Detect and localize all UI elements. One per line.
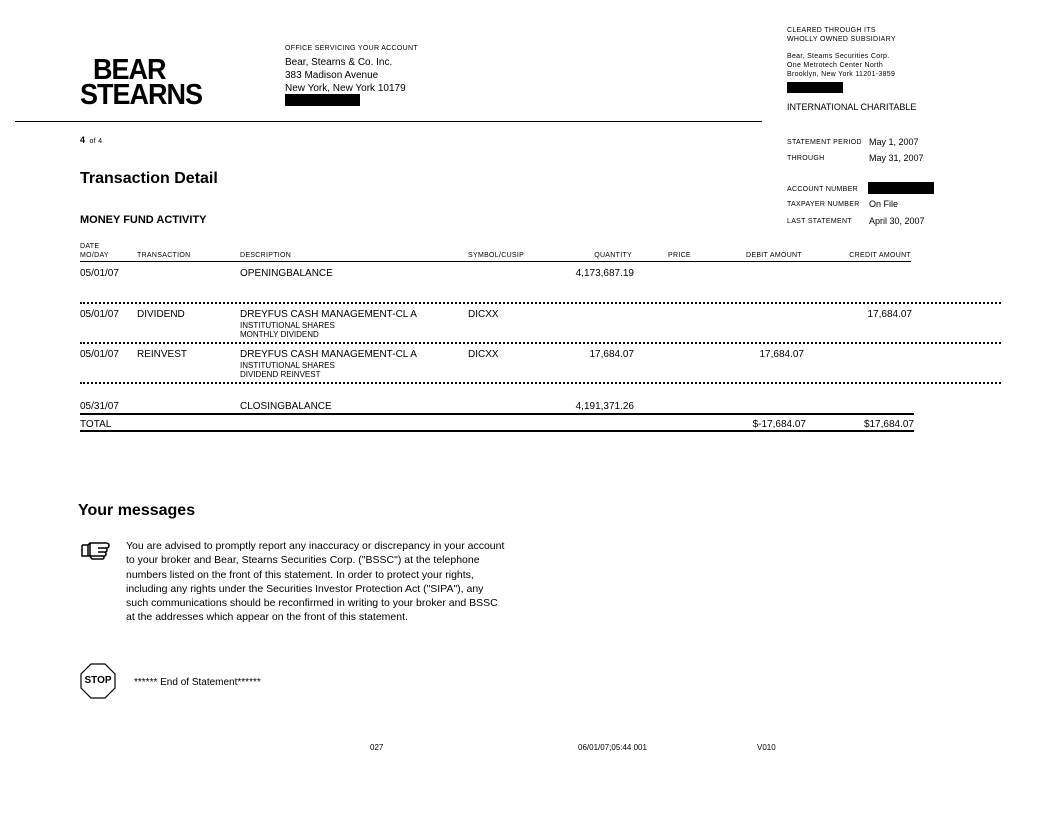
statement-period-value: May 1, 2007 xyxy=(869,137,919,147)
taxpayer-number-label: TAXPAYER NUMBER xyxy=(787,201,860,208)
row-date: 05/31/07 xyxy=(80,401,119,412)
section-title: Transaction Detail xyxy=(80,170,218,187)
header-rule xyxy=(15,121,762,122)
row-description-line-2: INSTITUTIONAL SHARES xyxy=(240,361,335,370)
row-divider xyxy=(80,382,1001,384)
account-holder: INTERNATIONAL CHARITABLE xyxy=(787,102,917,112)
clearing-address-1: One Metrotech Center North xyxy=(787,62,884,69)
row-quantity: 17,684.07 xyxy=(589,349,634,360)
office-address-2: New York, New York 10179 xyxy=(285,83,406,94)
redacted-clearing-block xyxy=(787,82,843,93)
taxpayer-number-value: On File xyxy=(869,199,899,209)
clearing-line-2: WHOLLY OWNED SUBSIDIARY xyxy=(787,36,896,43)
row-description-line-2: INSTITUTIONAL SHARES xyxy=(240,321,335,330)
bear-stearns-logo xyxy=(80,53,203,111)
row-divider xyxy=(80,342,1001,344)
col-debit: DEBIT AMOUNT xyxy=(746,252,802,259)
col-symbol: SYMBOL/CUSIP xyxy=(468,252,525,259)
subsection-title: MONEY FUND ACTIVITY xyxy=(80,214,207,226)
column-header-rule xyxy=(80,261,911,262)
total-credit: $17,684.07 xyxy=(863,419,914,430)
messages-body: You are advised to promptly report any inaccuracy or discrepancy in your account to your broker and Bear, Stearns Securities Corp. ("BSSC") at the telephone numbers listed on the front of this statement. In order to protect your rights, including any rights under the Securities Investor Protection Act ("SIPA"), any such communications should be reconfirmed in writing to your broker and BSSC at the addresses which appear on the front of this statement. xyxy=(126,540,505,624)
col-price: PRICE xyxy=(668,252,691,259)
col-description: DESCRIPTION xyxy=(240,252,292,259)
row-description: CLOSINGBALANCE xyxy=(240,401,332,412)
row-description: OPENINGBALANCE xyxy=(240,268,333,279)
last-statement-value: April 30, 2007 xyxy=(869,216,925,226)
row-transaction: REINVEST xyxy=(137,349,188,360)
row-description-line-3: DIVIDEND REINVEST xyxy=(240,370,321,379)
office-address-1: 383 Madison Avenue xyxy=(285,70,379,81)
col-quantity: QUANTITY xyxy=(594,252,632,259)
logo-line-2: STEARNS xyxy=(80,78,203,111)
row-date: 05/01/07 xyxy=(80,268,119,279)
row-divider xyxy=(80,302,1001,304)
row-transaction: DIVIDEND xyxy=(137,309,185,320)
redacted-office-block xyxy=(285,94,360,106)
footer-code-2: V010 xyxy=(757,743,776,752)
row-description: DREYFUS CASH MANAGEMENT-CL A xyxy=(240,349,417,360)
total-debit: $-17,684.07 xyxy=(752,419,806,430)
office-label: OFFICE SERVICING YOUR ACCOUNT xyxy=(285,45,418,52)
through-value: May 31, 2007 xyxy=(869,153,924,163)
page-number xyxy=(80,130,102,148)
col-date: MO/DAY xyxy=(80,252,109,259)
stop-label: STOP xyxy=(84,675,112,686)
clearing-address-2: Brooklyn, New York 11201-3859 xyxy=(787,71,896,78)
stop-sign-icon xyxy=(80,663,116,699)
row-description-line-3: MONTHLY DIVIDEND xyxy=(240,330,319,339)
row-date: 05/01/07 xyxy=(80,349,119,360)
row-symbol: DICXX xyxy=(468,349,499,360)
row-description: DREYFUS CASH MANAGEMENT-CL A xyxy=(240,309,417,320)
footer-code-1: 027 xyxy=(370,743,384,752)
row-quantity: 4,173,687.19 xyxy=(575,268,634,279)
col-credit: CREDIT AMOUNT xyxy=(849,252,911,259)
statement-period-label: STATEMENT PERIOD xyxy=(787,139,862,146)
page-of-label: of 4 xyxy=(89,138,103,145)
page-current: 4 xyxy=(80,135,86,145)
logo-line-1: BEAR xyxy=(93,53,166,86)
office-name: Bear, Stearns & Co. Inc. xyxy=(285,57,393,68)
pointing-hand-icon xyxy=(80,540,116,562)
row-quantity: 4,191,371.26 xyxy=(575,401,634,412)
redacted-account-number xyxy=(868,182,934,194)
row-debit: 17,684.07 xyxy=(759,349,804,360)
row-credit: 17,684.07 xyxy=(867,309,912,320)
col-date-top: DATE xyxy=(80,243,100,250)
last-statement-label: LAST STATEMENT xyxy=(787,218,852,225)
total-rule-top xyxy=(80,413,914,415)
total-label: TOTAL xyxy=(80,419,112,430)
clearing-line-1: CLEARED THROUGH ITS xyxy=(787,27,876,34)
account-number-label: ACCOUNT NUMBER xyxy=(787,186,858,193)
total-rule-bottom xyxy=(80,430,914,432)
row-date: 05/01/07 xyxy=(80,309,119,320)
through-label: THROUGH xyxy=(787,155,825,162)
end-of-statement: ****** End of Statement****** xyxy=(134,677,261,688)
messages-title: Your messages xyxy=(78,502,196,519)
clearing-name: Bear, Steams Securities Corp. xyxy=(787,53,890,60)
row-symbol: DICXX xyxy=(468,309,499,320)
col-transaction: TRANSACTION xyxy=(137,252,191,259)
footer-timestamp: 06/01/07;05:44 001 xyxy=(578,743,647,752)
